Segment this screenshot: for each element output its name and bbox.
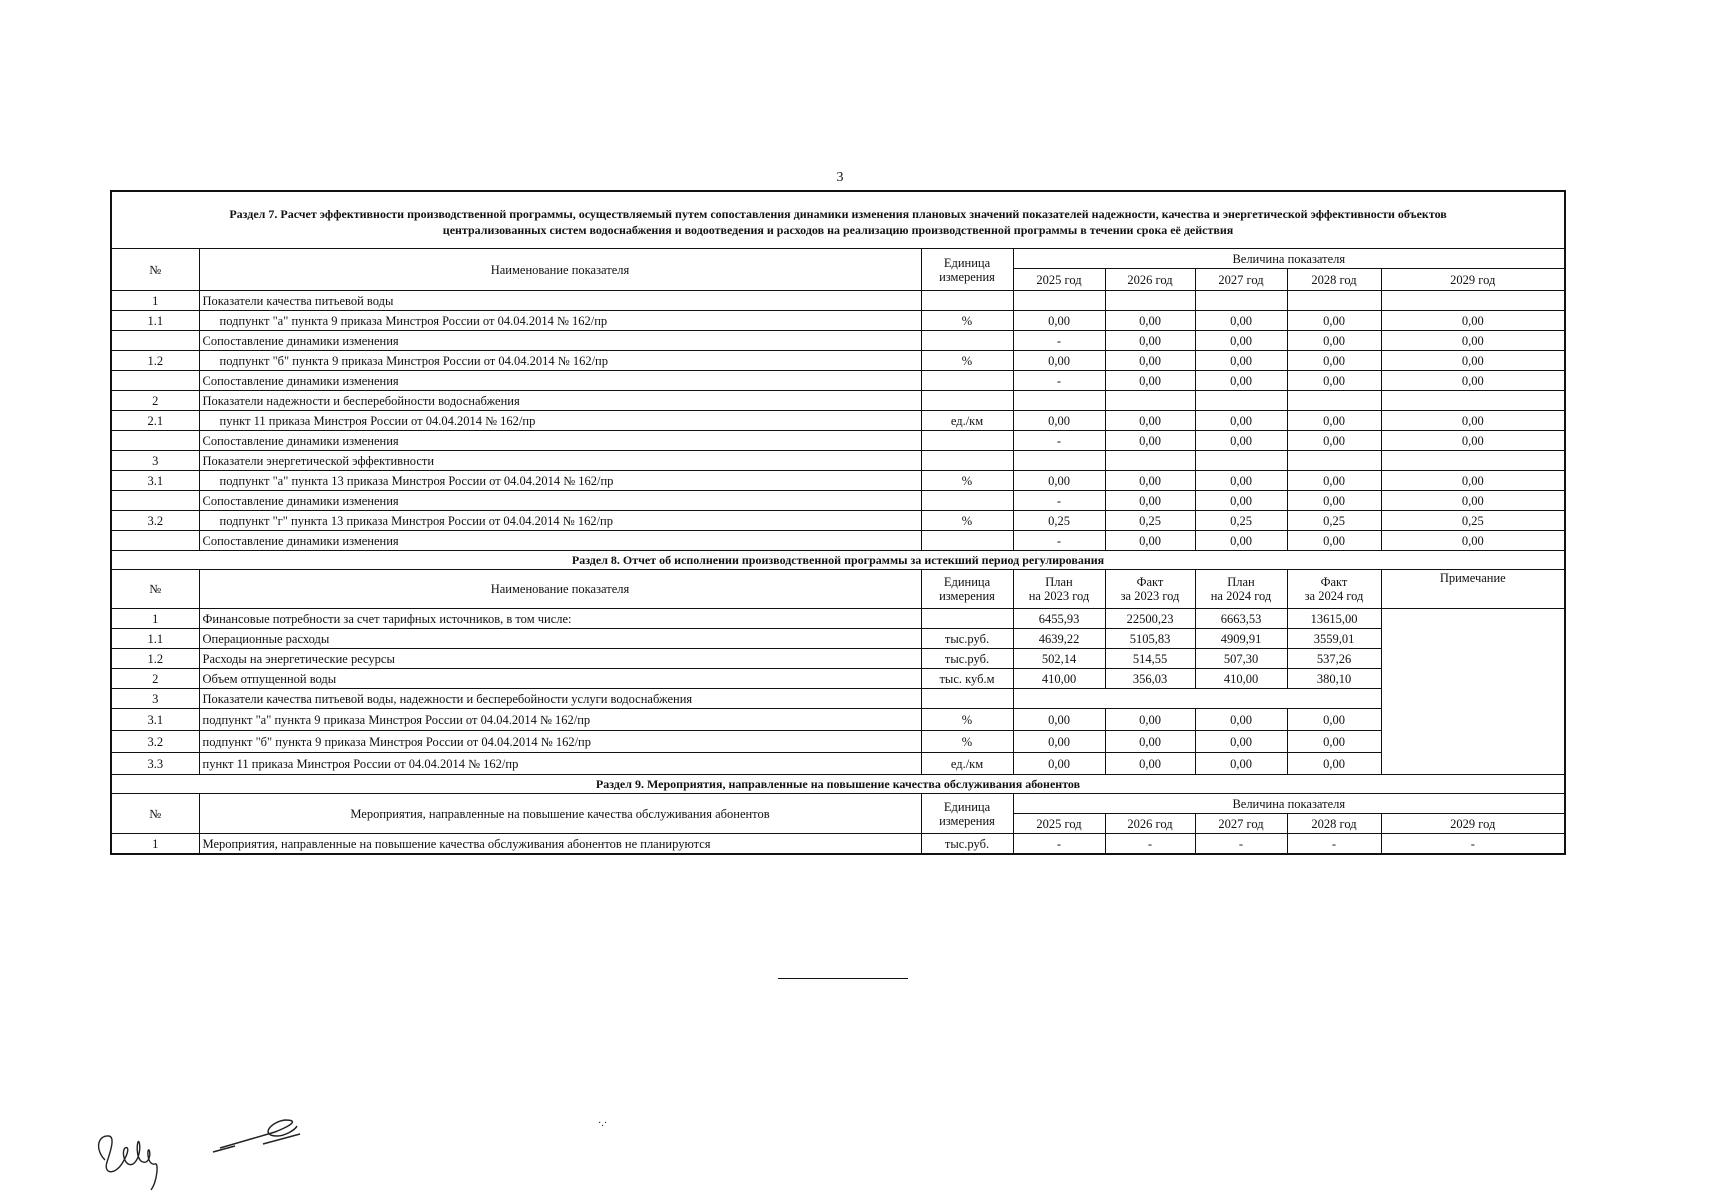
s7-head-unit: Единица измерения <box>921 249 1013 291</box>
s8-head-unit: Единица измерения <box>921 570 1013 609</box>
value-cell: 4909,91 <box>1195 629 1287 649</box>
indicator-name: Сопоставление динамики изменения <box>199 531 921 551</box>
indicator-name: Сопоставление динамики изменения <box>199 331 921 351</box>
unit-cell: тыс.руб. <box>921 649 1013 669</box>
s9-head-year: 2027 год <box>1195 814 1287 834</box>
row-number <box>111 491 199 511</box>
value-cell: 3559,01 <box>1287 629 1381 649</box>
value-cell: 0,00 <box>1195 731 1287 753</box>
value-cell <box>1381 291 1565 311</box>
value-cell: 0,00 <box>1195 331 1287 351</box>
value-cell: 0,00 <box>1381 411 1565 431</box>
row-number: 1.2 <box>111 649 199 669</box>
section7-title <box>111 191 1565 249</box>
value-cell: 5105,83 <box>1105 629 1195 649</box>
row-number: 3.2 <box>111 731 199 753</box>
row-number: 3.2 <box>111 511 199 531</box>
value-cell: 0,00 <box>1105 531 1195 551</box>
value-cell: - <box>1013 491 1105 511</box>
closing-rule <box>778 978 908 979</box>
unit-cell: % <box>921 471 1013 491</box>
indicator-name: подпункт "а" пункта 13 приказа Минстроя России от 04.04.2014 № 162/пр <box>199 471 921 491</box>
s9-head-name: Мероприятия, направленные на повышение качества обслуживания абонентов <box>199 794 921 834</box>
value-cell: 410,00 <box>1013 669 1105 689</box>
value-cell: - <box>1013 331 1105 351</box>
value-cell: 0,00 <box>1105 431 1195 451</box>
value-cell: 0,00 <box>1105 471 1195 491</box>
value-cell <box>1287 291 1381 311</box>
row-number: 1.1 <box>111 311 199 331</box>
value-cell <box>1287 391 1381 411</box>
row-number <box>111 431 199 451</box>
table-row <box>111 291 1565 311</box>
table-row <box>111 351 1565 371</box>
indicator-name: Расходы на энергетические ресурсы <box>199 649 921 669</box>
value-cell: 0,00 <box>1195 411 1287 431</box>
s9-head-value: Величина показателя <box>1013 794 1565 814</box>
value-cell: 0,00 <box>1195 471 1287 491</box>
value-cell: 514,55 <box>1105 649 1195 669</box>
table-row <box>111 834 1565 855</box>
table-row <box>111 331 1565 351</box>
value-cell: 0,00 <box>1013 709 1105 731</box>
value-cell: 0,00 <box>1195 371 1287 391</box>
table-row <box>111 391 1565 411</box>
indicator-name: Сопоставление динамики изменения <box>199 431 921 451</box>
indicator-name: Операционные расходы <box>199 629 921 649</box>
value-cell: - <box>1287 834 1381 855</box>
value-cell: - <box>1105 834 1195 855</box>
unit-cell: ед./км <box>921 411 1013 431</box>
value-cell: 0,00 <box>1195 709 1287 731</box>
table-row <box>111 471 1565 491</box>
value-cell: 0,00 <box>1287 371 1381 391</box>
value-cell: - <box>1013 834 1105 855</box>
indicator-name: подпункт "б" пункта 9 приказа Минстроя России от 04.04.2014 № 162/пр <box>199 731 921 753</box>
table-row <box>111 609 1565 629</box>
row-number: 3 <box>111 451 199 471</box>
s9-head-unit: Единица измерения <box>921 794 1013 834</box>
unit-cell <box>921 531 1013 551</box>
unit-cell <box>921 291 1013 311</box>
table-row <box>111 731 1565 753</box>
value-cell: 0,00 <box>1381 371 1565 391</box>
value-cell: 0,00 <box>1195 431 1287 451</box>
value-cell: 13615,00 <box>1287 609 1381 629</box>
section7-title-line2: централизованных систем водоснабжения и водоотведения и расходов на реализацию производственной программы в течении срока её действия <box>442 223 1234 237</box>
value-cell <box>1013 689 1381 709</box>
s8-head-col: Факт за 2023 год <box>1105 570 1195 609</box>
unit-cell <box>921 689 1013 709</box>
table-row <box>111 629 1565 649</box>
s8-head-col: План на 2024 год <box>1195 570 1287 609</box>
value-cell: 0,00 <box>1287 471 1381 491</box>
value-cell: 0,00 <box>1195 753 1287 775</box>
row-number: 1.1 <box>111 629 199 649</box>
value-cell: 0,00 <box>1105 753 1195 775</box>
indicator-name: подпункт "а" пункта 9 приказа Минстроя России от 04.04.2014 № 162/пр <box>199 311 921 331</box>
value-cell <box>1195 291 1287 311</box>
value-cell: 0,00 <box>1381 351 1565 371</box>
s7-head-year: 2029 год <box>1381 269 1565 291</box>
s9-head-year: 2025 год <box>1013 814 1105 834</box>
s7-head-name: Наименование показателя <box>199 249 921 291</box>
value-cell: - <box>1013 431 1105 451</box>
indicator-name: подпункт "а" пункта 9 приказа Минстроя России от 04.04.2014 № 162/пр <box>199 709 921 731</box>
value-cell: 0,00 <box>1287 531 1381 551</box>
value-cell: 0,00 <box>1105 311 1195 331</box>
value-cell: - <box>1013 531 1105 551</box>
section8-title: Раздел 8. Отчет об исполнении производственной программы за истекший период регулирования <box>111 551 1565 570</box>
value-cell: 410,00 <box>1195 669 1287 689</box>
value-cell: 0,00 <box>1195 491 1287 511</box>
row-number: 3.1 <box>111 471 199 491</box>
row-number <box>111 331 199 351</box>
indicator-name: подпункт "б" пункта 9 приказа Минстроя России от 04.04.2014 № 162/пр <box>199 351 921 371</box>
value-cell: 0,00 <box>1105 491 1195 511</box>
value-cell: 0,00 <box>1381 431 1565 451</box>
indicator-name: Показатели надежности и бесперебойности водоснабжения <box>199 391 921 411</box>
value-cell: 0,00 <box>1105 351 1195 371</box>
value-cell <box>1105 451 1195 471</box>
value-cell: 0,00 <box>1013 753 1105 775</box>
value-cell: 537,26 <box>1287 649 1381 669</box>
value-cell: 0,00 <box>1381 331 1565 351</box>
value-cell: 0,00 <box>1287 709 1381 731</box>
s9-head-num: № <box>111 794 199 834</box>
unit-cell <box>921 371 1013 391</box>
table-row <box>111 311 1565 331</box>
page-number: 3 <box>836 170 844 185</box>
table-row <box>111 411 1565 431</box>
row-number <box>111 531 199 551</box>
unit-cell <box>921 431 1013 451</box>
indicator-name: подпункт "г" пункта 13 приказа Минстроя России от 04.04.2014 № 162/пр <box>199 511 921 531</box>
value-cell: 0,00 <box>1105 331 1195 351</box>
value-cell: 6663,53 <box>1195 609 1287 629</box>
row-number <box>111 371 199 391</box>
value-cell: 0,25 <box>1013 511 1105 531</box>
row-number: 3.1 <box>111 709 199 731</box>
table-row <box>111 531 1565 551</box>
table-row <box>111 649 1565 669</box>
s7-head-year: 2025 год <box>1013 269 1105 291</box>
unit-cell <box>921 491 1013 511</box>
unit-cell: тыс.руб. <box>921 629 1013 649</box>
indicator-name: Показатели качества питьевой воды, надежности и бесперебойности услуги водоснабжения <box>199 689 921 709</box>
s8-head-num: № <box>111 570 199 609</box>
table-row <box>111 689 1565 709</box>
value-cell: 0,00 <box>1013 731 1105 753</box>
value-cell: 0,00 <box>1287 431 1381 451</box>
table-row <box>111 371 1565 391</box>
row-number: 2 <box>111 669 199 689</box>
row-number: 3.3 <box>111 753 199 775</box>
s9-head-year: 2026 год <box>1105 814 1195 834</box>
value-cell <box>1195 451 1287 471</box>
value-cell <box>1287 451 1381 471</box>
value-cell: 0,00 <box>1287 491 1381 511</box>
value-cell: 22500,23 <box>1105 609 1195 629</box>
value-cell <box>1013 451 1105 471</box>
section7-title-line1: Раздел 7. Расчет эффективности производственной программы, осуществляемый путем сопоставления динамики изменения плановых значений показателей надежности, качества и энергетической эффективности объектов <box>229 207 1447 221</box>
unit-cell: % <box>921 351 1013 371</box>
value-cell: 0,00 <box>1105 371 1195 391</box>
section9-title: Раздел 9. Мероприятия, направленные на повышение качества обслуживания абонентов <box>111 775 1565 794</box>
row-number: 3 <box>111 689 199 709</box>
value-cell: 0,00 <box>1105 731 1195 753</box>
s7-head-year: 2027 год <box>1195 269 1287 291</box>
value-cell: 0,00 <box>1195 311 1287 331</box>
unit-cell: % <box>921 709 1013 731</box>
note-cell <box>1381 609 1565 775</box>
value-cell: 0,00 <box>1013 411 1105 431</box>
value-cell: 0,00 <box>1381 531 1565 551</box>
value-cell: 0,00 <box>1381 471 1565 491</box>
value-cell: 0,00 <box>1013 351 1105 371</box>
row-number: 1.2 <box>111 351 199 371</box>
table-row <box>111 511 1565 531</box>
row-number: 1 <box>111 834 199 855</box>
s8-head-col: Факт за 2024 год <box>1287 570 1381 609</box>
section8-rows <box>111 609 1565 775</box>
table-row <box>111 669 1565 689</box>
row-number: 1 <box>111 291 199 311</box>
value-cell: 4639,22 <box>1013 629 1105 649</box>
document-body <box>110 190 1564 855</box>
indicator-name: пункт 11 приказа Минстроя России от 04.04.2014 № 162/пр <box>199 753 921 775</box>
unit-cell: тыс. куб.м <box>921 669 1013 689</box>
s7-head-year: 2028 год <box>1287 269 1381 291</box>
indicator-name: Объем отпущенной воды <box>199 669 921 689</box>
value-cell <box>1381 391 1565 411</box>
value-cell: 0,00 <box>1287 753 1381 775</box>
scan-mark: ·.· <box>598 1118 608 1129</box>
value-cell: 0,25 <box>1381 511 1565 531</box>
handwritten-signatures <box>85 1090 325 1200</box>
value-cell: 0,00 <box>1287 351 1381 371</box>
s9-head-year: 2029 год <box>1381 814 1565 834</box>
value-cell: 507,30 <box>1195 649 1287 669</box>
table-row <box>111 431 1565 451</box>
table-row <box>111 491 1565 511</box>
value-cell: 380,10 <box>1287 669 1381 689</box>
section9-rows <box>111 834 1565 855</box>
unit-cell <box>921 451 1013 471</box>
value-cell: 0,00 <box>1195 351 1287 371</box>
s8-head-note: Примечание <box>1381 570 1565 609</box>
s7-head-year: 2026 год <box>1105 269 1195 291</box>
row-number: 2.1 <box>111 411 199 431</box>
s7-head-num: № <box>111 249 199 291</box>
table-row <box>111 709 1565 731</box>
indicator-name: Финансовые потребности за счет тарифных источников, в том числе: <box>199 609 921 629</box>
value-cell: - <box>1381 834 1565 855</box>
value-cell: 0,25 <box>1287 511 1381 531</box>
unit-cell: % <box>921 511 1013 531</box>
value-cell: 0,00 <box>1013 471 1105 491</box>
value-cell: 0,00 <box>1013 311 1105 331</box>
value-cell: 0,00 <box>1105 411 1195 431</box>
section7-rows <box>111 291 1565 551</box>
value-cell: 0,00 <box>1381 311 1565 331</box>
value-cell: 502,14 <box>1013 649 1105 669</box>
value-cell <box>1105 391 1195 411</box>
unit-cell: тыс.руб. <box>921 834 1013 855</box>
value-cell <box>1381 451 1565 471</box>
value-cell: 0,00 <box>1105 709 1195 731</box>
value-cell: - <box>1195 834 1287 855</box>
unit-cell <box>921 391 1013 411</box>
table-row <box>111 753 1565 775</box>
s9-head-year: 2028 год <box>1287 814 1381 834</box>
value-cell: 356,03 <box>1105 669 1195 689</box>
value-cell: 0,00 <box>1381 491 1565 511</box>
row-number: 2 <box>111 391 199 411</box>
s8-head-name: Наименование показателя <box>199 570 921 609</box>
row-number: 1 <box>111 609 199 629</box>
indicator-name: Сопоставление динамики изменения <box>199 371 921 391</box>
indicator-name: Показатели энергетической эффективности <box>199 451 921 471</box>
value-cell <box>1013 391 1105 411</box>
value-cell: 0,00 <box>1287 411 1381 431</box>
value-cell: 0,00 <box>1287 311 1381 331</box>
unit-cell: ед./км <box>921 753 1013 775</box>
indicator-name: пункт 11 приказа Минстроя России от 04.04.2014 № 162/пр <box>199 411 921 431</box>
value-cell: - <box>1013 371 1105 391</box>
value-cell: 0,00 <box>1195 531 1287 551</box>
indicator-name: Сопоставление динамики изменения <box>199 491 921 511</box>
value-cell <box>1013 291 1105 311</box>
report-table <box>110 190 1566 855</box>
value-cell: 0,00 <box>1287 731 1381 753</box>
value-cell: 0,00 <box>1287 331 1381 351</box>
value-cell: 0,25 <box>1195 511 1287 531</box>
table-row <box>111 451 1565 471</box>
s7-head-value: Величина показателя <box>1013 249 1565 269</box>
unit-cell: % <box>921 311 1013 331</box>
indicator-name: Показатели качества питьевой воды <box>199 291 921 311</box>
s8-head-col: План на 2023 год <box>1013 570 1105 609</box>
value-cell <box>1195 391 1287 411</box>
unit-cell <box>921 331 1013 351</box>
value-cell <box>1105 291 1195 311</box>
measure-name: Мероприятия, направленные на повышение качества обслуживания абонентов не планируются <box>199 834 921 855</box>
value-cell: 0,25 <box>1105 511 1195 531</box>
unit-cell: % <box>921 731 1013 753</box>
value-cell: 6455,93 <box>1013 609 1105 629</box>
unit-cell <box>921 609 1013 629</box>
